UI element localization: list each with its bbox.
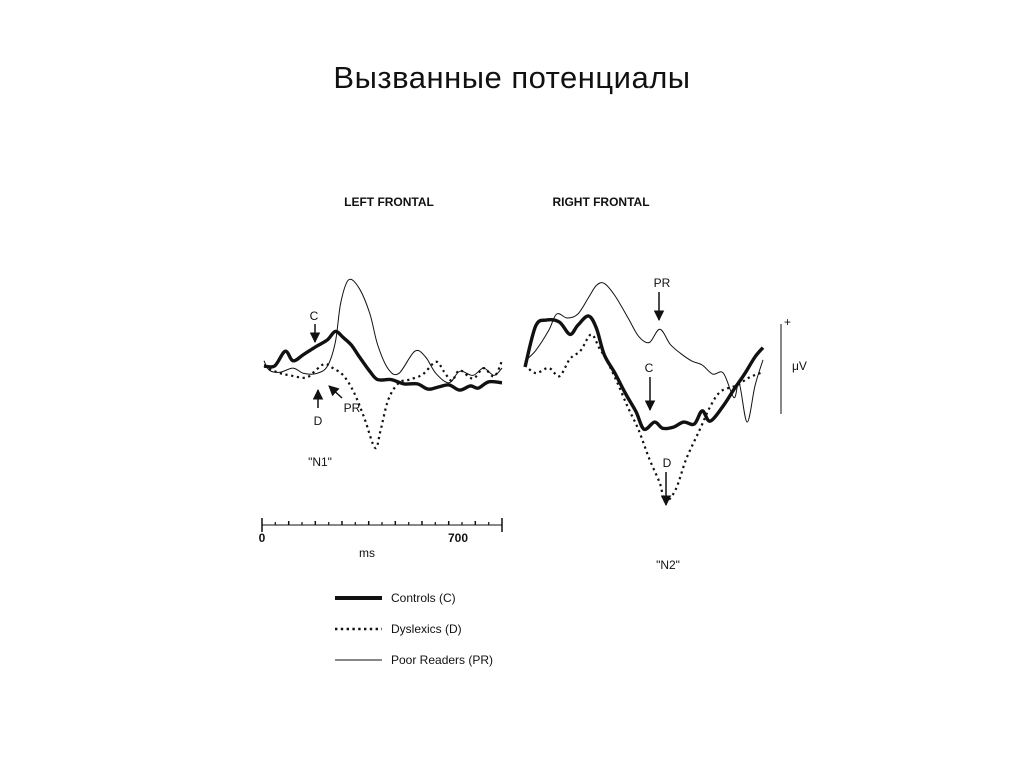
right-component-label: "N2" — [656, 558, 680, 572]
time-axis-unit: ms — [359, 546, 375, 560]
legend-label-poor-readers: Poor Readers (PR) — [391, 653, 494, 667]
right-arrow-d-label: D — [662, 456, 672, 470]
panel-title-right: RIGHT FRONTAL — [552, 195, 650, 209]
scale-plus-label: + — [784, 315, 792, 329]
legend-label-dyslexics: Dyslexics (D) — [391, 622, 462, 636]
panel-left-frontal — [264, 279, 502, 448]
waveform-panel-0-poor-readers-pr — [264, 279, 502, 383]
tick-label-700: 700 — [447, 531, 469, 545]
left-component-label: "N1" — [308, 455, 332, 469]
legend — [335, 591, 493, 667]
left-arrow-d — [314, 390, 323, 428]
microvolt-scale — [781, 315, 807, 414]
waveform-panel-1-dyslexics-d — [525, 334, 763, 501]
right-arrow-c-label: C — [644, 361, 654, 375]
left-arrow-c — [310, 309, 319, 342]
right-arrow-c — [645, 361, 654, 410]
time-axis — [262, 518, 502, 532]
tick-label-0: 0 — [258, 531, 266, 545]
slide-title: Вызванные потенциалы — [333, 60, 691, 95]
left-arrow-d-label: D — [313, 414, 323, 428]
left-arrow-pr — [329, 386, 361, 415]
right-arrow-pr — [654, 276, 671, 320]
right-arrow-pr-label: PR — [653, 276, 671, 290]
left-arrow-pr-line — [329, 386, 342, 398]
scale-unit-label: μV — [792, 359, 807, 373]
legend-label-controls: Controls (C) — [391, 591, 456, 605]
left-arrow-pr-label: PR — [343, 401, 361, 415]
panel-right-frontal — [525, 283, 763, 502]
left-arrow-c-label: C — [309, 309, 319, 323]
panel-title-left: LEFT FRONTAL — [344, 195, 434, 209]
waveform-panel-0-dyslexics-d — [264, 361, 502, 448]
waveform-panel-0-controls-c — [264, 331, 502, 390]
